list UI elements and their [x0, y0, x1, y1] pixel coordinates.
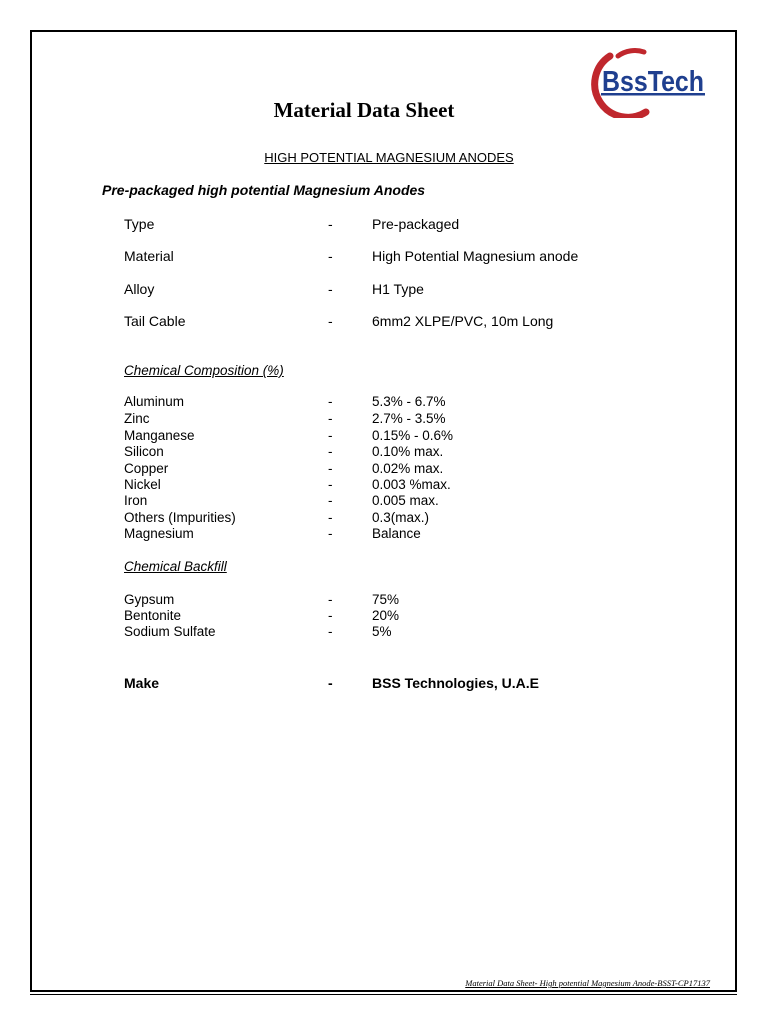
composition-separator: -	[328, 526, 333, 541]
backfill-label: Gypsum	[124, 592, 175, 607]
spec-separator: -	[328, 248, 333, 264]
spec-label: Alloy	[124, 281, 155, 297]
spec-separator: -	[328, 313, 333, 329]
composition-value: 0.15% - 0.6%	[372, 428, 454, 443]
composition-value: 0.3(max.)	[372, 510, 430, 525]
logo-text: BssTech	[602, 66, 704, 98]
document-title: Material Data Sheet	[273, 98, 455, 122]
backfill-label: Bentonite	[124, 608, 182, 623]
composition-label: Copper	[124, 461, 169, 476]
composition-value: 0.10% max.	[372, 444, 444, 459]
make-value: BSS Technologies, U.A.E	[372, 675, 539, 691]
composition-value: 0.005 max.	[372, 493, 439, 508]
document-subtitle: HIGH POTENTIAL MAGNESIUM ANODES	[264, 150, 514, 165]
composition-value: 0.003 %max.	[372, 477, 451, 492]
composition-separator: -	[328, 444, 333, 459]
spec-value: Pre-packaged	[372, 216, 460, 232]
composition-label: Manganese	[124, 428, 195, 443]
composition-separator: -	[328, 411, 333, 426]
composition-value: 0.02% max.	[372, 461, 444, 476]
spec-label: Type	[124, 216, 155, 232]
backfill-separator: -	[328, 608, 333, 623]
make-label: Make	[124, 675, 160, 691]
backfill-separator: -	[328, 592, 333, 607]
spec-value: 6mm2 XLPE/PVC, 10m Long	[372, 313, 554, 329]
composition-label: Others (Impurities)	[124, 510, 236, 525]
backfill-separator: -	[328, 624, 333, 639]
section-heading: Pre-packaged high potential Magnesium Anodes	[102, 182, 426, 198]
chemical-backfill-heading: Chemical Backfill	[124, 559, 227, 574]
composition-label: Zinc	[124, 411, 150, 426]
composition-label: Magnesium	[124, 526, 194, 541]
composition-label: Aluminum	[124, 394, 185, 409]
composition-value: 5.3% - 6.7%	[372, 394, 446, 409]
spec-label: Material	[124, 248, 174, 264]
page-footer: Material Data Sheet- High potential Magnesium Anode-BSST-CP17137	[465, 978, 710, 988]
composition-separator: -	[328, 493, 333, 508]
composition-separator: -	[328, 394, 333, 409]
composition-separator: -	[328, 461, 333, 476]
backfill-value: 20%	[372, 608, 400, 623]
chemical-composition-heading: Chemical Composition (%)	[124, 363, 284, 378]
spec-label: Tail Cable	[124, 313, 186, 329]
spec-separator: -	[328, 216, 333, 232]
composition-label: Iron	[124, 493, 148, 508]
make-separator: -	[328, 675, 333, 691]
spec-separator: -	[328, 281, 333, 297]
backfill-value: 5%	[372, 624, 392, 639]
backfill-label: Sodium Sulfate	[124, 624, 216, 639]
composition-value: Balance	[372, 526, 421, 541]
backfill-value: 75%	[372, 592, 400, 607]
composition-label: Silicon	[124, 444, 164, 459]
composition-value: 2.7% - 3.5%	[372, 411, 446, 426]
spec-value: H1 Type	[372, 281, 424, 297]
composition-label: Nickel	[124, 477, 161, 492]
composition-separator: -	[328, 477, 333, 492]
spec-value: High Potential Magnesium anode	[372, 248, 579, 264]
composition-separator: -	[328, 510, 333, 525]
composition-separator: -	[328, 428, 333, 443]
